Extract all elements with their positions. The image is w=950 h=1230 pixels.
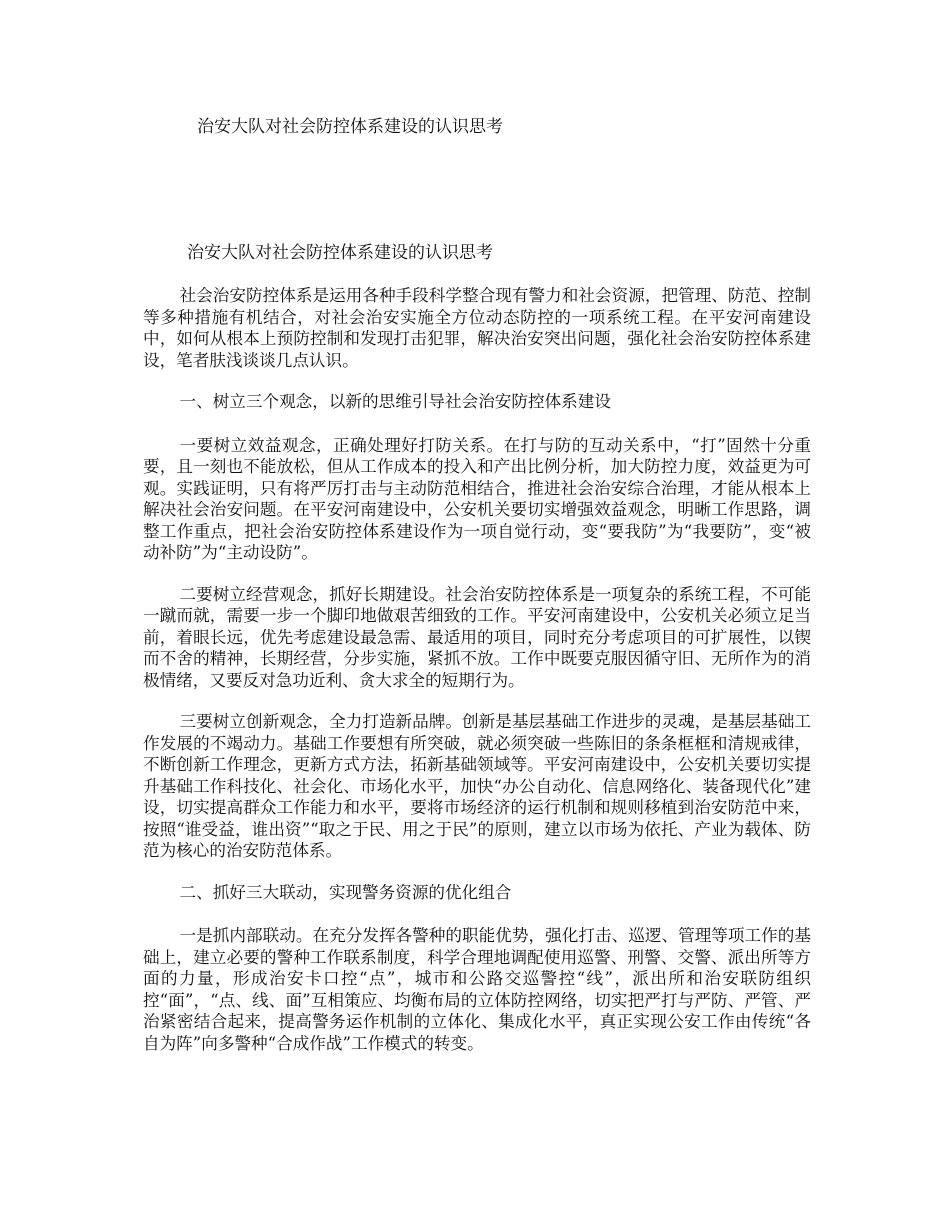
body-paragraph: 一是抓内部联动。在充分发挥各警种的职能优势，强化打击、巡逻、管理等项工作的基础上，建立必要的警种工作联系制度，科学合理地调配使用巡警、刑警、交警、派出所等方面的力量，形成治安卡口控“点”，城市和公路交巡警控“线”，派出所和治安联防组织控“面”，“点、线、面”互相策应、均衡布局的立体防控网络，切实把严打与严防、严管、严治紧密结合起来，提高警务运作机制的立体化、集成化水平，真正实现公安工作由传统“各自为阵”向多警种“合成作战”工作模式的转变。 — [143, 926, 811, 1053]
section-heading-1: 一、树立三个观念，以新的思维引导社会治安防控体系建设 — [179, 392, 611, 411]
body-paragraph: 三要树立创新观念，全力打造新品牌。创新是基层基础工作进步的灵魂，是基层基础工作发展的不竭动力。基础工作要想有所突破，就必须突破一些陈旧的条条框框和清规戒律，不断创新工作理念，更新方式方法，拓新基础领域等。平安河南建设中，公安机关要切实提升基础工作科技化、社会化、市场化水平，加快“办公自动化、信息网络化、装备现代化”建设，切实提高群众工作能力和水平，要将市场经济的运行机制和规则移植到治安防范中来，按照“谁受益，谁出资”“取之于民、用之于民”的原则，建立以市场为依托、产业为载体、防范为核心的治安防范体系。 — [143, 712, 811, 860]
body-paragraph: 一要树立效益观念，正确处理好打防关系。在打与防的互动关系中，“打”固然十分重要，且一刻也不能放松，但从工作成本的投入和产出比例分析，加大防控力度，效益更为可观。实践证明，只有将严厉打击与主动防范相结合，推进社会治安综合治理，才能从根本上解决社会治安问题。在平安河南建设中，公安机关要切实增强效益观念，明晰工作思路，调整工作重点，把社会治安防控体系建设作为一项自觉行动，变“要我防”为“我要防”，变“被动补防”为“主动设防”。 — [143, 435, 811, 562]
cover-title: 治安大队对社会防控体系建设的认识思考 — [197, 117, 503, 137]
document-body — [143, 285, 811, 1074]
body-paragraph: 二要树立经营观念，抓好长期建设。社会治安防控体系是一项复杂的系统工程，不可能一蹴而就，需要一步一个脚印地做艰苦细致的工作。平安河南建设中，公安机关必须立足当前，着眼长远，优先考虑建设最急需、最适用的项目，同时充分考虑项目的可扩展性，以锲而不舍的精神，长期经营，分步实施，紧抓不放。工作中既要克服因循守旧、无所作为的消极情绪，又要反对急功近利、贪大求全的短期行为。 — [143, 584, 811, 690]
intro-paragraph: 社会治安防控体系是运用各种手段科学整合现有警力和社会资源，把管理、防范、控制等多种措施有机结合，对社会治安实施全方位动态防控的一项系统工程。在平安河南建设中，如何从根本上预防控制和发现打击犯罪，解决治安突出问题，强化社会治安防控体系建设，笔者肤浅谈谈几点认识。 — [143, 286, 811, 370]
document-title: 治安大队对社会防控体系建设的认识思考 — [187, 243, 493, 263]
section-heading-2: 二、抓好三大联动，实现警务资源的优化组合 — [179, 882, 512, 902]
